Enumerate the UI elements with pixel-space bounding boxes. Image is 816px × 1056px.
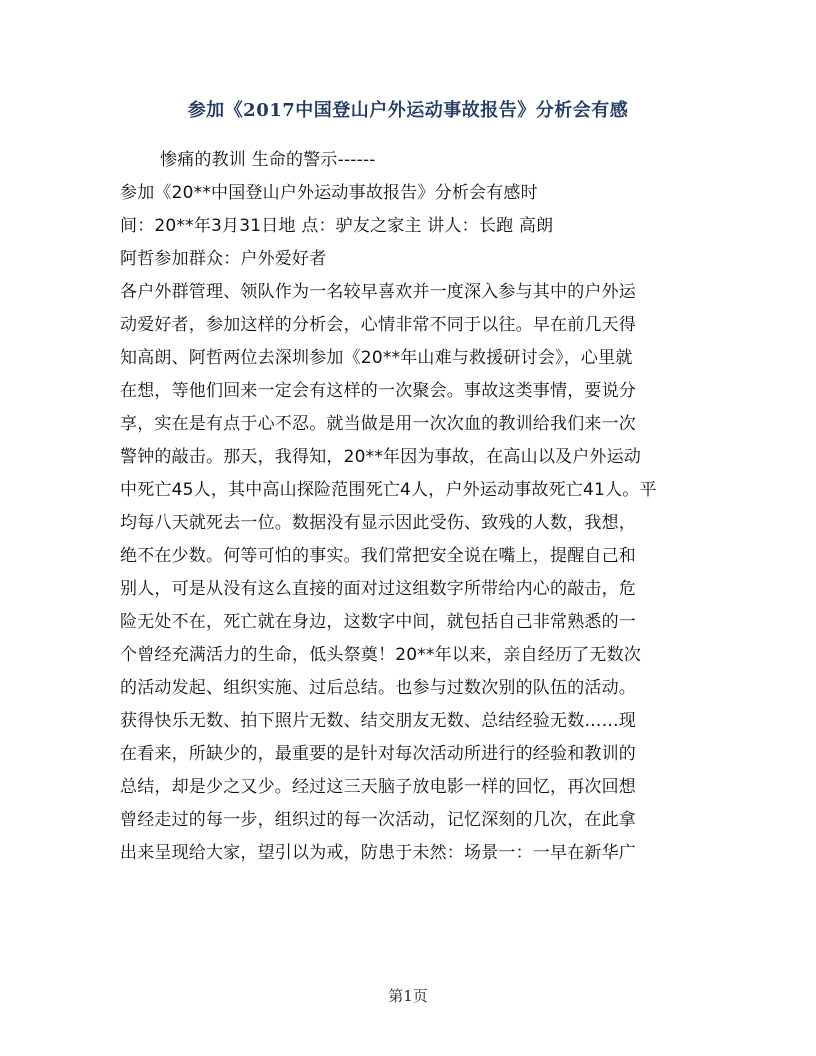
body-line: 别人，可是从没有这么直接的面对过这组数字所带给内心的敲击，危 bbox=[120, 579, 636, 599]
body-line: 动爱好者，参加这样的分析会，心情非常不同于以往。早在前几天得 bbox=[120, 315, 636, 335]
body-line: 均每八天就死去一位。数据没有显示因此受伤、致残的人数，我想， bbox=[120, 513, 636, 533]
body-line: 个曾经充满活力的生命，低头祭奠！20**年以来，亲自经历了无数次 bbox=[120, 645, 642, 665]
body-line: 曾经走过的每一步，组织过的每一次活动，记忆深刻的几次，在此拿 bbox=[120, 810, 636, 830]
body-line: 各户外群管理、领队作为一名较早喜欢并一度深入参与其中的户外运 bbox=[120, 282, 636, 302]
body-line: 在想，等他们回来一定会有这样的一次聚会。事故这类事情，要说分 bbox=[120, 381, 636, 401]
body-line: 在看来，所缺少的，最重要的是针对每次活动所进行的经验和教训的 bbox=[120, 744, 636, 764]
body-line: 出来呈现给大家，望引以为戒，防患于未然：场景一：一早在新华广 bbox=[120, 843, 636, 863]
body-line: 惨痛的教训 生命的警示------ bbox=[160, 150, 376, 170]
document-title: 参加《2017中国登山户外运动事故报告》分析会有感 bbox=[187, 100, 629, 121]
page-number: 第1页 bbox=[388, 987, 428, 1005]
body-line: 参加《20**中国登山户外运动事故报告》分析会有感时 bbox=[120, 183, 538, 203]
body-line: 中死亡45人，其中高山探险范围死亡4人，户外运动事故死亡41人。平 bbox=[120, 480, 657, 500]
body-line: 警钟的敲击。那天，我得知，20**年因为事故，在高山以及户外运动 bbox=[120, 447, 642, 467]
document-body bbox=[120, 144, 698, 870]
body-line: 获得快乐无数、拍下照片无数、结交朋友无数、总结经验无数……现 bbox=[120, 711, 636, 731]
body-line: 绝不在少数。何等可怕的事实。我们常把安全说在嘴上，提醒自己和 bbox=[120, 546, 636, 566]
body-line: 间：20**年3月31日地 点：驴友之家主 讲人：长跑 高朗 bbox=[120, 216, 554, 236]
body-line: 享，实在是有点于心不忍。就当做是用一次次血的教训给我们来一次 bbox=[120, 414, 636, 434]
body-line: 阿哲参加群众：户外爱好者 bbox=[120, 249, 327, 269]
body-line: 的活动发起、组织实施、过后总结。也参与过数次别的队伍的活动。 bbox=[120, 678, 636, 698]
body-line: 总结，却是少之又少。经过这三天脑子放电影一样的回忆，再次回想 bbox=[120, 777, 636, 797]
body-line: 险无处不在，死亡就在身边，这数字中间，就包括自己非常熟悉的一 bbox=[120, 612, 636, 632]
body-line: 知高朗、阿哲两位去深圳参加《20**年山难与救援研讨会》，心里就 bbox=[120, 348, 633, 368]
